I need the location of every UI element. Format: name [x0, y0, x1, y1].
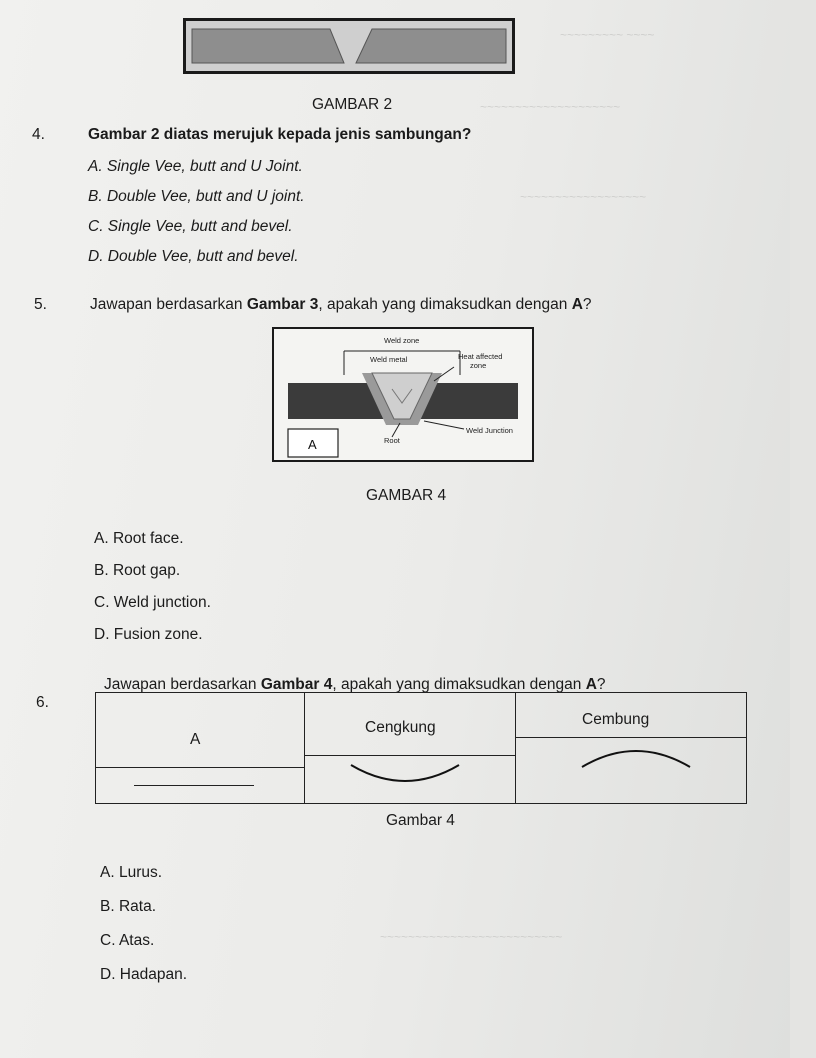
- label-weld-junction: Weld Junction: [466, 426, 513, 435]
- question-4-text: Gambar 2 diatas merujuk kepada jenis sambungan?: [88, 126, 472, 143]
- table-cell-cembung: [515, 692, 747, 804]
- question-5-option-a: A. Root face.: [94, 530, 184, 547]
- label-weld-metal: Weld metal: [370, 355, 408, 364]
- question-6-option-d: D. Hadapan.: [100, 966, 188, 983]
- table-header-a: A: [190, 731, 201, 748]
- table-row-divider: [305, 755, 516, 756]
- bleed-through-text: ~~~~~~~~~~~~~~~~~~~~~~~~~~: [380, 930, 563, 944]
- question-6-option-b: B. Rata.: [100, 898, 156, 915]
- question-6-option-a: A. Lurus.: [100, 864, 163, 881]
- figure-4-caption: GAMBAR 4: [366, 487, 447, 504]
- joint-drawing: [186, 21, 512, 71]
- table-header-cembung: Cembung: [582, 711, 650, 728]
- question-6-option-c: C. Atas.: [100, 932, 155, 949]
- concave-profile-curve: [345, 759, 465, 789]
- convex-profile-curve: [576, 741, 696, 773]
- question-4-option-d: D. Double Vee, butt and bevel.: [88, 248, 299, 265]
- table-caption: Gambar 4: [386, 812, 455, 829]
- weld-profile-table: [95, 692, 747, 804]
- figure-2-caption: GAMBAR 2: [312, 96, 393, 113]
- joint-figure: [183, 18, 515, 74]
- label-weld-zone: Weld zone: [384, 336, 420, 345]
- bleed-through-text: ~~~~~~~~~ ~~~~: [560, 28, 655, 42]
- question-5-number: 5.: [34, 296, 47, 313]
- bleed-through-text: ~~~~~~~~~~~~~~~~~~~~: [480, 100, 621, 114]
- question-6-text: Jawapan berdasarkan Gambar 4, apakah yang dimaksudkan dengan A?: [104, 676, 606, 693]
- label-heat-affected: Heat affected: [458, 352, 503, 361]
- table-cell-cengkung: [304, 692, 516, 804]
- weld-zone-figure: [272, 327, 534, 462]
- label-root: Root: [384, 436, 400, 445]
- flat-profile-line: [134, 785, 254, 786]
- question-5-option-c: C. Weld junction.: [94, 594, 211, 611]
- question-5-option-b: B. Root gap.: [94, 562, 181, 579]
- table-cell-a: [95, 692, 305, 804]
- label-heat-affected-zone: zone: [470, 361, 487, 370]
- question-5-text: Jawapan berdasarkan Gambar 3, apakah yang dimaksudkan dengan A?: [90, 296, 592, 313]
- question-5-option-d: D. Fusion zone.: [94, 626, 203, 643]
- question-4-option-a: A. Single Vee, butt and U Joint.: [88, 158, 303, 175]
- question-4-option-c: C. Single Vee, butt and bevel.: [88, 218, 293, 235]
- table-row-divider: [516, 737, 747, 738]
- question-4-option-b: B. Double Vee, butt and U joint.: [88, 188, 305, 205]
- table-row-divider: [96, 767, 305, 768]
- question-6-number: 6.: [36, 694, 49, 711]
- table-header-cengkung: Cengkung: [365, 719, 436, 736]
- bleed-through-text: ~~~~~~~~~~~~~~~~~~: [520, 190, 647, 204]
- label-marker-a: A: [308, 437, 317, 452]
- weld-cross-section: [274, 329, 532, 460]
- question-4-number: 4.: [32, 126, 45, 143]
